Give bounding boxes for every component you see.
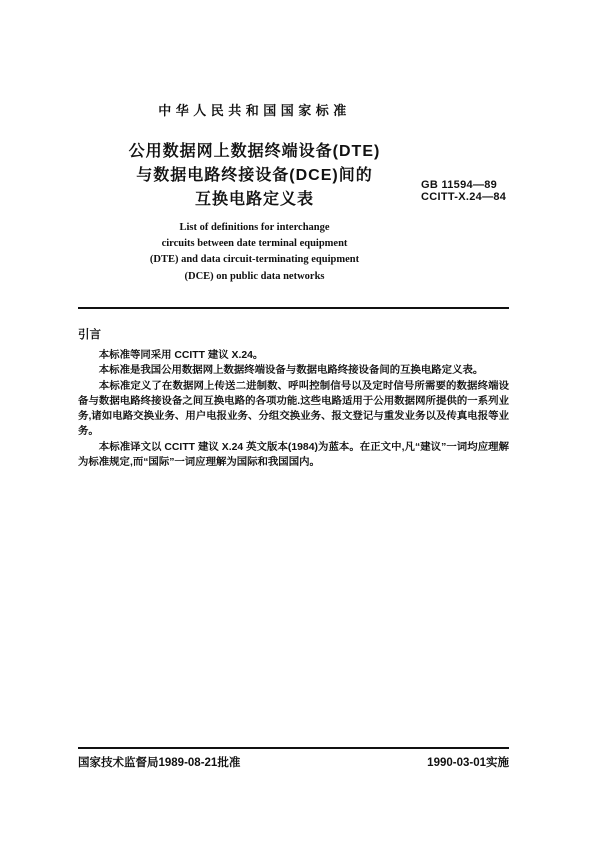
intro-paragraph-3: 本标准定义了在数据网上传送二进制数、呼叫控制信号以及定时信号所需要的数据终端设备与数据电路终接设备之间互换电路的各项功能.这些电路适用于公用数据网所提供的一系列业务,诸如电路交换业务、用户电报业务、分组交换业务、报文登记与重发业务以及传真电报等业务。	[78, 380, 509, 438]
intro-paragraph-4: 本标准译文以 CCITT 建议 X.24 英文版本(1984)为蓝本。在正文中,凡“建议”一词均应理解为标准规定,而“国际”一词应理解为国际和我国国内。	[78, 441, 509, 469]
horizontal-rule-bottom	[78, 747, 509, 749]
title-line-3: 互换电路定义表	[194, 191, 314, 208]
introduction-heading: 引言	[78, 329, 101, 341]
english-title	[78, 220, 431, 285]
title-line-2: 与数据电路终接设备(DCE)间的	[136, 167, 373, 184]
footer-approval: 国家技术监督局1989-08-21批准	[78, 757, 241, 769]
footer-implementation: 1990-03-01实施	[427, 757, 509, 769]
title-line-1: 公用数据网上数据终端设备(DTE)	[128, 143, 381, 160]
english-title-line-2: circuits between date terminal equipment	[161, 238, 348, 250]
standard-number-block	[421, 180, 531, 203]
horizontal-rule-top	[78, 307, 509, 309]
english-title-line-4: (DCE) on public data networks	[184, 270, 325, 282]
standard-title	[78, 140, 431, 212]
intro-paragraph-2: 本标准是我国公用数据网上数据终端设备与数据电路终接设备间的互换电路定义表。	[98, 365, 484, 377]
english-title-line-3: (DTE) and data circuit-terminating equipment	[149, 254, 360, 266]
english-title-line-1: List of definitions for interchange	[179, 222, 330, 233]
footer	[78, 754, 509, 770]
national-standard-header: 中华人民共和国国家标准	[158, 103, 351, 118]
ccitt-standard-number: CCITT-X.24—84	[421, 190, 507, 203]
gb-standard-number: GB 11594—89	[421, 179, 498, 191]
introduction-body	[78, 348, 509, 470]
intro-paragraph-1: 本标准等同采用 CCITT 建议 X.24。	[98, 350, 264, 361]
